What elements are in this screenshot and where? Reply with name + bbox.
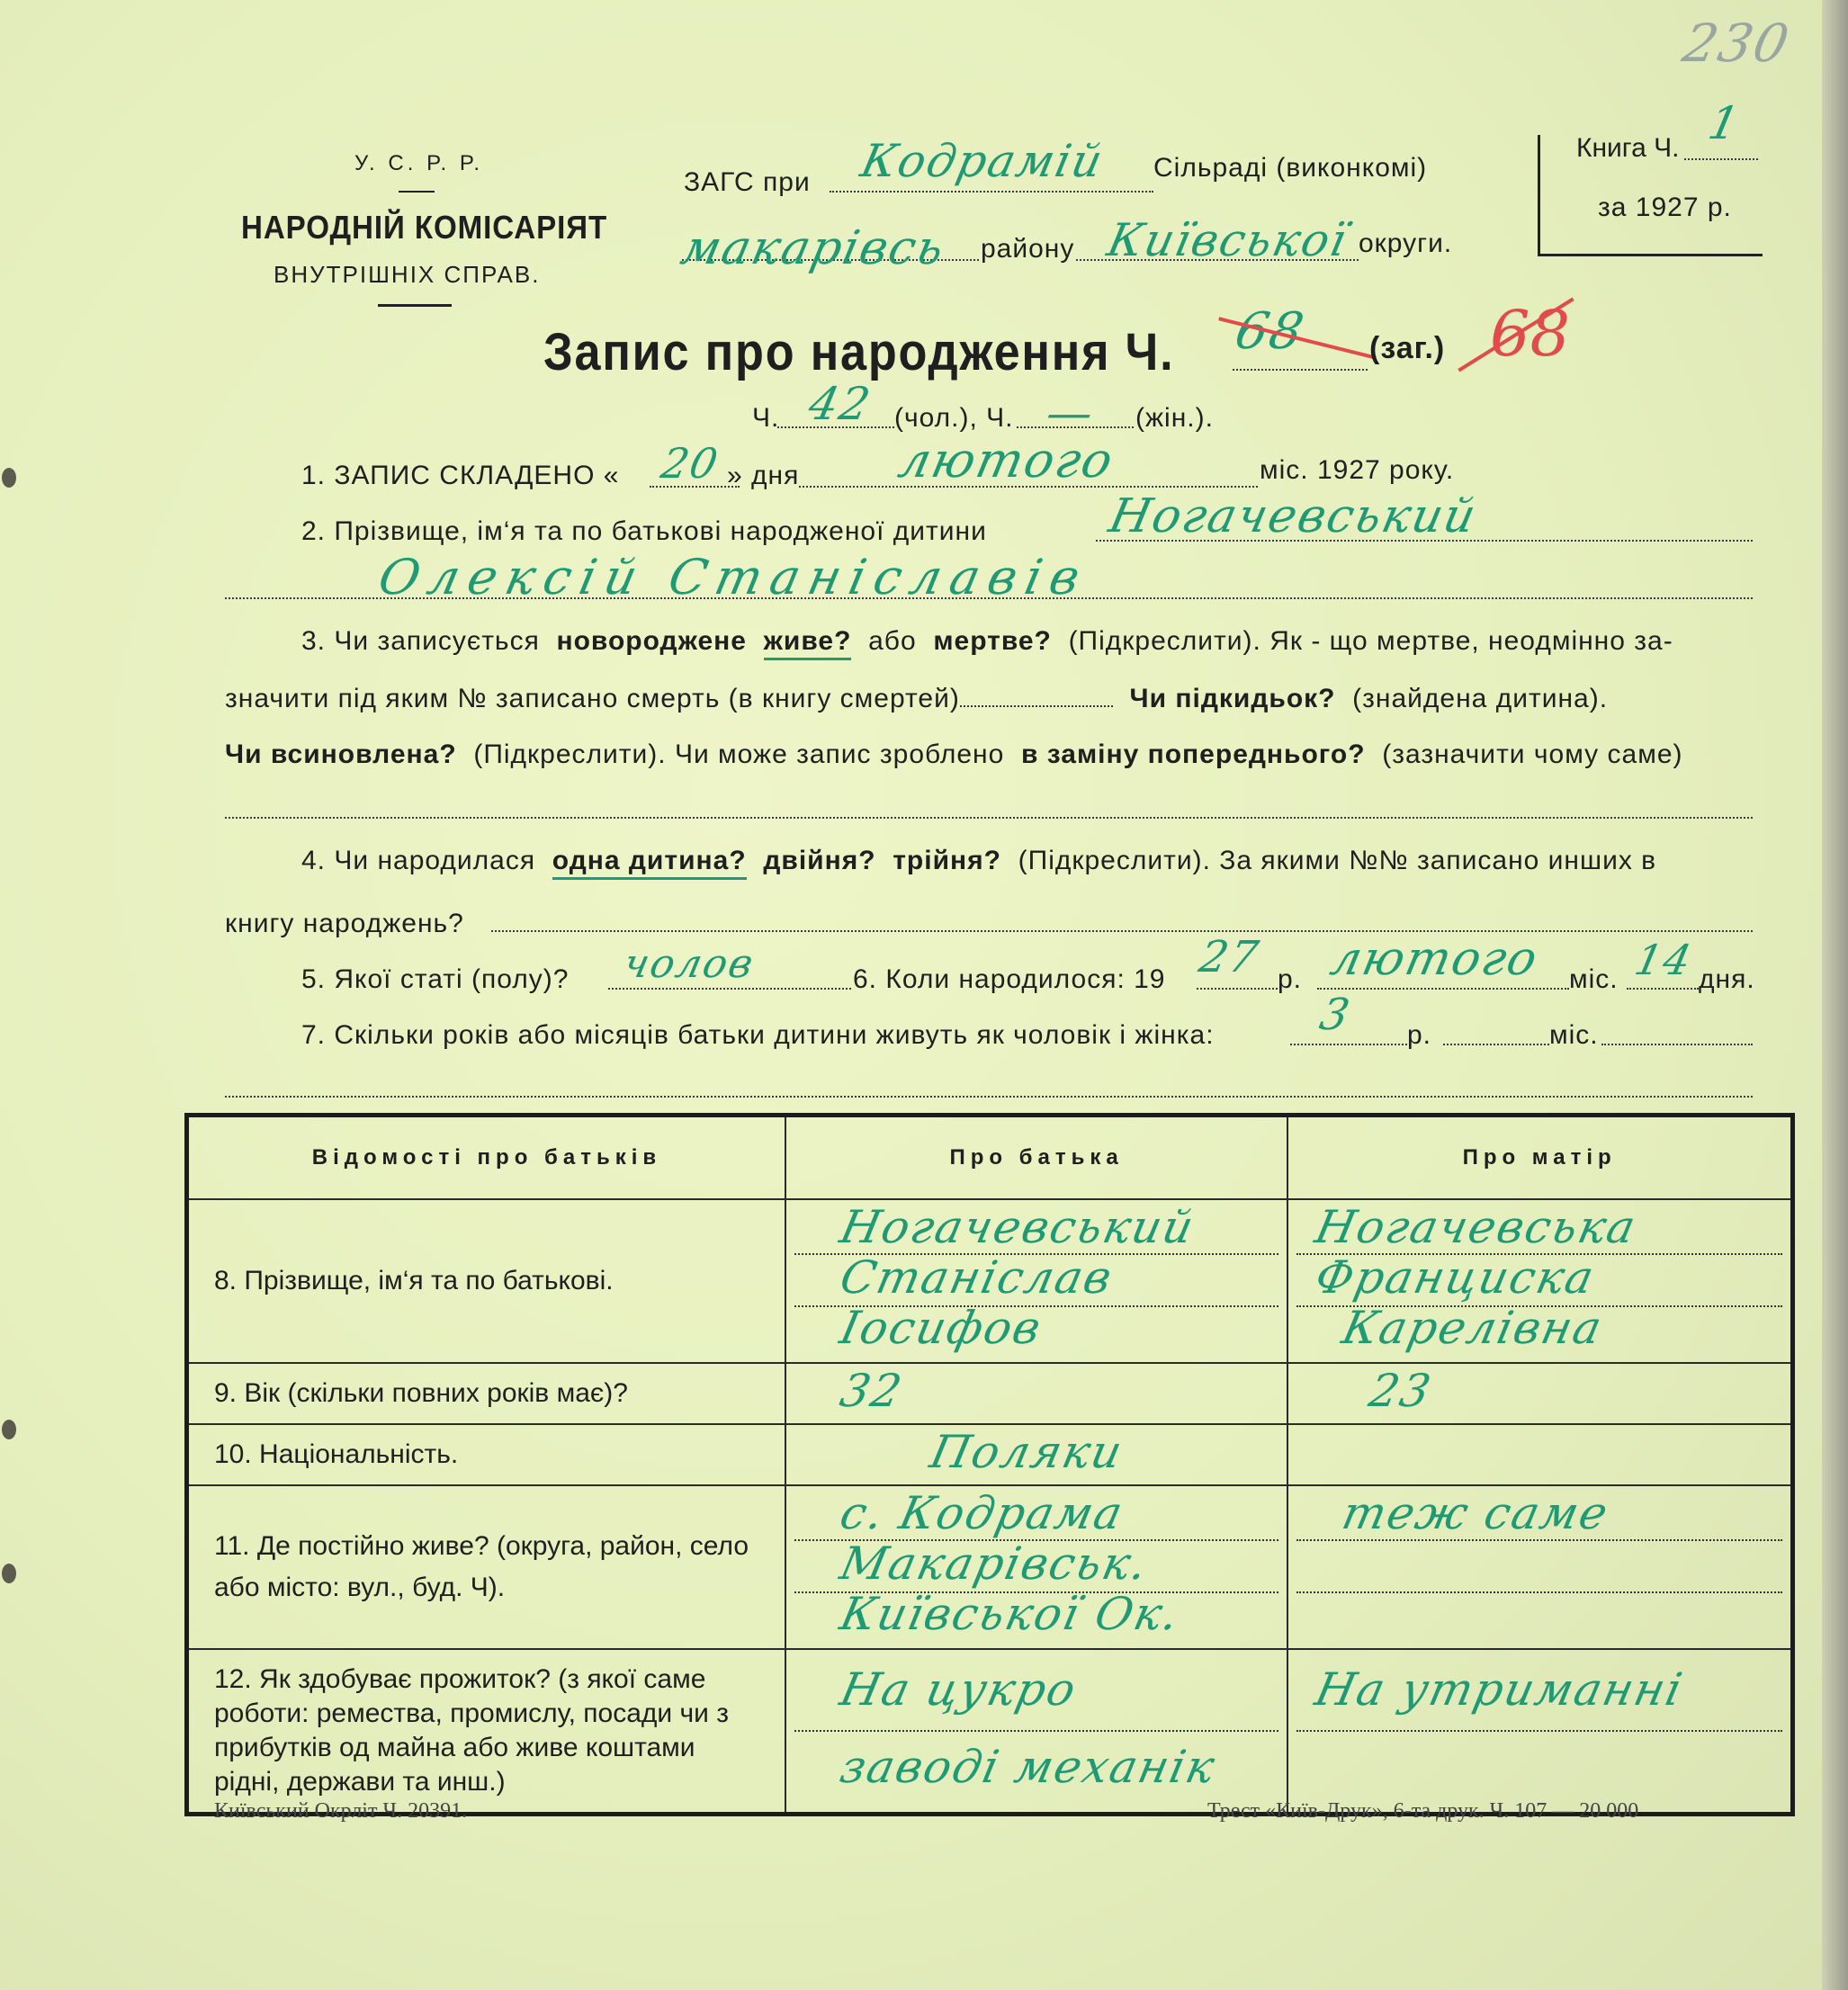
q6-label: 6. Коли народилося: 19: [853, 964, 1166, 994]
binding-hole: [2, 1564, 16, 1583]
q1-prefix: 1. ЗАПИС СКЛАДЕНО «: [301, 461, 620, 490]
q4-note: (Підкреслити). За якими №№ записано инших в: [1018, 846, 1657, 875]
q3-line2: [225, 684, 1608, 714]
father-patronymic: Іосифов: [835, 1302, 1047, 1354]
q3-death-record: значити під яким № записано смерть (в книгу смертей): [225, 684, 960, 713]
book-number: 1: [1703, 97, 1745, 149]
q5-line: [608, 988, 851, 990]
table-header-mother: Про матір: [1287, 1116, 1792, 1200]
record-suffix: (заг.): [1369, 331, 1446, 365]
q4-twins: двійня?: [763, 846, 876, 875]
q7-years: 3: [1315, 990, 1356, 1040]
zags-prefix: ЗАГС при: [684, 167, 811, 197]
row-label-age: 9. Вік (скільки повних років має)?: [187, 1363, 785, 1424]
q3-line1: [301, 626, 1673, 657]
q6-day-line: [1627, 988, 1699, 990]
q3-line3: [225, 740, 1683, 770]
q2-name: Олексій Станіславів: [373, 549, 1094, 605]
q7-r: р.: [1407, 1020, 1432, 1050]
q3-reason: (зазначити чому саме): [1382, 740, 1683, 769]
q5-label: 5. Якої статі (полу)?: [301, 964, 570, 994]
district-label: району: [981, 234, 1075, 264]
father-residence-3: Київської Ок.: [835, 1588, 1185, 1640]
q1-month: лютого: [893, 432, 1120, 489]
q4-single-underlined: одна дитина?: [552, 846, 747, 880]
header-rule: [399, 191, 435, 193]
correction-number: 68: [1490, 297, 1571, 371]
commissariat-label: НАРОДНІЙ КОМІСАРІЯТ: [241, 209, 608, 246]
q3-alive-underlined: живе?: [764, 626, 852, 660]
footer-publisher: Київський Окрліт Ч. 20391.: [214, 1799, 468, 1823]
book-box-border: [1538, 135, 1540, 255]
mother-age: 23: [1365, 1365, 1438, 1417]
q3-underline-note: (Підкреслити). Чи може запис зроблено: [473, 740, 1005, 769]
mother-livelihood: На утриманні: [1311, 1663, 1689, 1716]
book-label: Книга Ч.: [1576, 133, 1680, 163]
q3-replacement: в заміну попереднього?: [1020, 740, 1366, 769]
table-row: [187, 1485, 1793, 1649]
parents-table: [184, 1113, 1795, 1816]
mother-first-name: Франциска: [1311, 1251, 1601, 1304]
father-livelihood-1: На цукро: [835, 1663, 1082, 1716]
okrug-value: Київської: [1102, 214, 1353, 266]
binding-hole: [2, 1420, 16, 1439]
district-value: макарівсь: [676, 221, 951, 275]
q2-surname: Ногачевський: [1104, 489, 1483, 543]
q1-suffix: міс. 1927 року.: [1260, 455, 1455, 485]
male-count: 42: [803, 378, 876, 430]
footer-print-info: Трест «Київ-Друк», 6-та друк. Ч. 107 — 20 000: [1207, 1799, 1639, 1823]
book-number-line: [1684, 158, 1758, 160]
mother-patronymic: Карелівна: [1338, 1302, 1609, 1354]
q3-adopted: Чи всиновлена?: [225, 740, 457, 769]
ministry-label: ВНУТРІШНІХ СПРАВ.: [274, 261, 541, 288]
table-header-father: Про батька: [785, 1116, 1287, 1200]
q3-or: або: [868, 626, 917, 656]
q7-fill-line-2: [225, 1096, 1753, 1098]
q3-note: (Підкреслити). Як - що мертве, неодмінно за-: [1068, 626, 1673, 656]
q7-years-line: [1290, 1044, 1407, 1045]
ussr-label: У. С. Р. Р.: [354, 151, 484, 175]
record-number-line: [1233, 369, 1368, 371]
q7-label: 7. Скільки років або місяців батьки дитини живуть як чоловік і жінка:: [301, 1020, 1215, 1050]
table-row: [187, 1649, 1793, 1815]
mother-surname: Ногачевська: [1311, 1201, 1642, 1253]
male-prefix: Ч.: [752, 403, 780, 433]
book-year: за 1927 р.: [1598, 193, 1732, 222]
q3-foundling: Чи підкидьок?: [1129, 684, 1336, 713]
father-surname: Ногачевський: [835, 1201, 1200, 1253]
q3-dead: мертве?: [933, 626, 1052, 656]
mother-residence: теж саме: [1338, 1487, 1615, 1539]
table-row: [187, 1363, 1793, 1424]
q6-r: р.: [1278, 964, 1303, 994]
q4-fill-line: [491, 930, 1753, 932]
q4-triplets: трійня?: [893, 846, 1001, 875]
q6-year: 27: [1195, 932, 1265, 982]
zags-value: Кодрамій: [856, 135, 1109, 187]
page-edge: [1822, 0, 1848, 1990]
father-residence-1: с. Кодрама: [835, 1487, 1129, 1539]
male-label: (чол.), Ч.: [894, 403, 1014, 433]
binding-hole: [2, 468, 16, 488]
father-livelihood-2: заводі механік: [835, 1741, 1221, 1793]
father-residence-2: Макарівськ.: [835, 1537, 1153, 1590]
header-rule: [378, 304, 452, 307]
father-first-name: Станіслав: [835, 1251, 1118, 1304]
father-age: 32: [835, 1365, 908, 1417]
table-row: [187, 1199, 1793, 1363]
q6-year-line: [1197, 988, 1278, 990]
q4-line1: [301, 846, 1656, 876]
page-number: 230: [1677, 13, 1796, 74]
q1-day: 20: [657, 439, 724, 488]
q5-value: чолов: [619, 941, 759, 987]
okrug-label: округи.: [1359, 229, 1453, 258]
q3-newborn: новороджене: [556, 626, 747, 656]
q2-label: 2. Прізвище, ім‘я та по батькові народженої дитини: [301, 516, 987, 546]
q3-text: 3. Чи записується: [301, 626, 540, 656]
q4-text: 4. Чи народилася: [301, 846, 536, 875]
book-box-border: [1538, 254, 1763, 256]
q6-day: 14: [1630, 936, 1698, 984]
q7-mis: міс.: [1549, 1020, 1599, 1050]
row-label-nationality: 10. Національність.: [187, 1424, 785, 1485]
female-label: (жін.).: [1135, 403, 1214, 433]
zags-fill-line: [830, 191, 1153, 193]
record-title: Запис про народження Ч.: [543, 323, 1175, 381]
q1-mid: » дня: [727, 461, 800, 490]
village-council-label: Сільраді (виконкомі): [1153, 153, 1428, 183]
row-label-name: 8. Прізвище, ім‘я та по батькові.: [187, 1199, 785, 1363]
q3-fill-line: [225, 817, 1753, 819]
q4-line2: книгу народжень?: [225, 909, 464, 938]
table-header-info: Відомості про батьків: [187, 1116, 785, 1200]
q7-months-line: [1443, 1044, 1549, 1045]
row-label-residence: 11. Де постійно живе? (округа, район, село або місто: вул., буд. Ч).: [187, 1485, 785, 1649]
female-count: —: [1041, 387, 1100, 439]
q6-mis: міс.: [1569, 964, 1619, 994]
q3-found-child: (знайдена дитина).: [1352, 684, 1609, 713]
father-nationality: Поляки: [925, 1426, 1128, 1478]
table-row: [187, 1424, 1793, 1485]
q6-dnya: дня.: [1699, 964, 1755, 994]
q6-month: лютого: [1325, 932, 1544, 986]
q7-fill-line: [1601, 1044, 1753, 1045]
row-label-livelihood: 12. Як здобуває прожиток? (з якої саме роботи: ремества, промислу, посади чи з прибутків од майна або живе коштами рідні, держави та инш.): [187, 1649, 785, 1815]
